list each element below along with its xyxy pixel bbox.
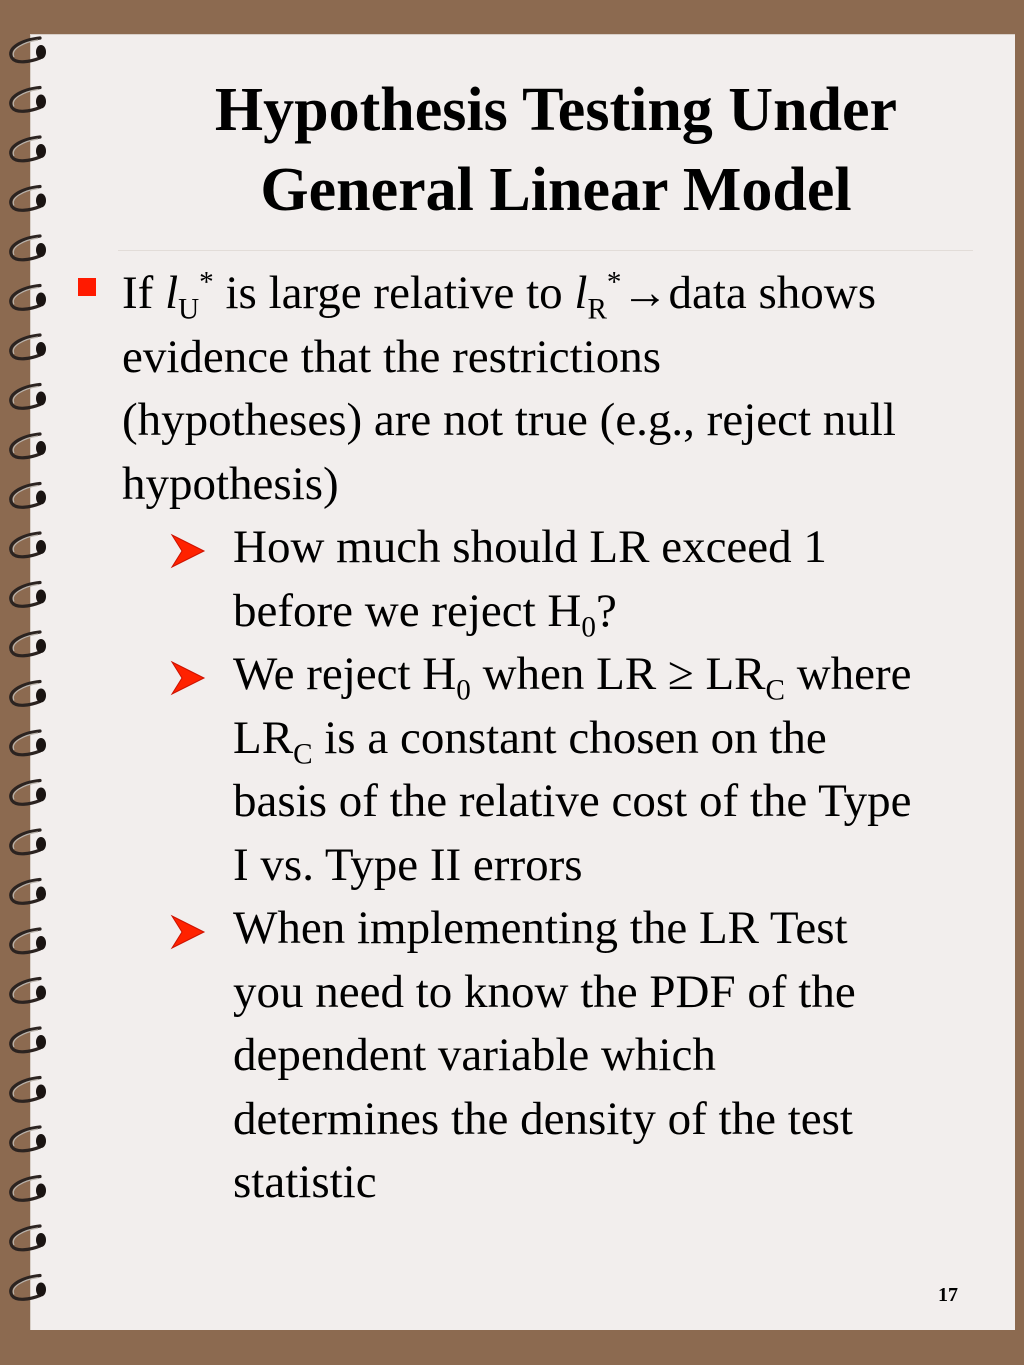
spiral-ring-icon <box>11 1177 46 1201</box>
spiral-ring-icon <box>11 137 46 161</box>
spiral-ring-icon <box>11 335 46 359</box>
main-bullet-line-2: evidence that the restrictions <box>122 330 661 383</box>
title-line-2: General Linear Model <box>260 156 852 224</box>
spiral-ring-icon <box>11 979 46 1003</box>
arrow-bullet-icon <box>168 912 208 952</box>
spiral-ring-icon <box>11 236 46 260</box>
spiral-ring-icon <box>11 830 46 854</box>
spiral-ring-icon <box>11 286 46 310</box>
spiral-ring-icon <box>11 38 46 62</box>
subbullet-3: When implementing the LR Test you need to know the PDF of the dependent variable which determines the density of the test statistic <box>233 902 856 1208</box>
spiral-ring-icon <box>11 1028 46 1052</box>
spiral-ring-icon <box>11 484 46 508</box>
spiral-ring-icon <box>11 1078 46 1102</box>
arrow-bullet-icon <box>168 531 208 571</box>
page-number: 17 <box>938 1284 958 1306</box>
spiral-ring-icon <box>11 1276 46 1300</box>
main-bullet-text <box>122 262 1012 516</box>
spiral-ring-icon <box>11 682 46 706</box>
spiral-ring-icon <box>11 781 46 805</box>
spiral-ring-icon <box>11 1127 46 1151</box>
subbullet-2: We reject $H_0$ when LR ≥ $LR_C$ where $LR_C$ is a constant chosen on the basis of the relative cost of the Type I vs. Type II errors <box>233 648 912 891</box>
square-bullet-icon <box>78 278 96 296</box>
main-bullet-line-4: hypothesis) <box>122 457 339 510</box>
spiral-ring-icon <box>11 434 46 458</box>
spiral-ring-icon <box>11 583 46 607</box>
spiral-ring-icon <box>11 880 46 904</box>
subbullet-1: How much should LR exceed 1 before we reject $H_0$? <box>233 521 827 643</box>
title-line-1: Hypothesis Testing Under <box>214 76 898 144</box>
title-divider <box>118 250 973 251</box>
spiral-ring-icon <box>11 1226 46 1250</box>
main-bullet-line-3: (hypotheses) are not true (e.g., reject null <box>122 394 896 446</box>
spiral-ring-icon <box>11 533 46 557</box>
slide-title <box>100 70 1012 230</box>
spiral-ring-icon <box>11 385 46 409</box>
spiral-ring-icon <box>11 187 46 211</box>
spiral-ring-icon <box>11 88 46 112</box>
main-bullet-line-1: If $l_U^*$ is large relative to $l_R^*\to data$ shows <box>122 266 877 326</box>
spiral-binding <box>0 0 60 1365</box>
spiral-ring-icon <box>11 731 46 755</box>
spiral-ring-icon <box>11 632 46 656</box>
arrow-bullet-icon <box>168 658 208 698</box>
spiral-ring-icon <box>11 929 46 953</box>
